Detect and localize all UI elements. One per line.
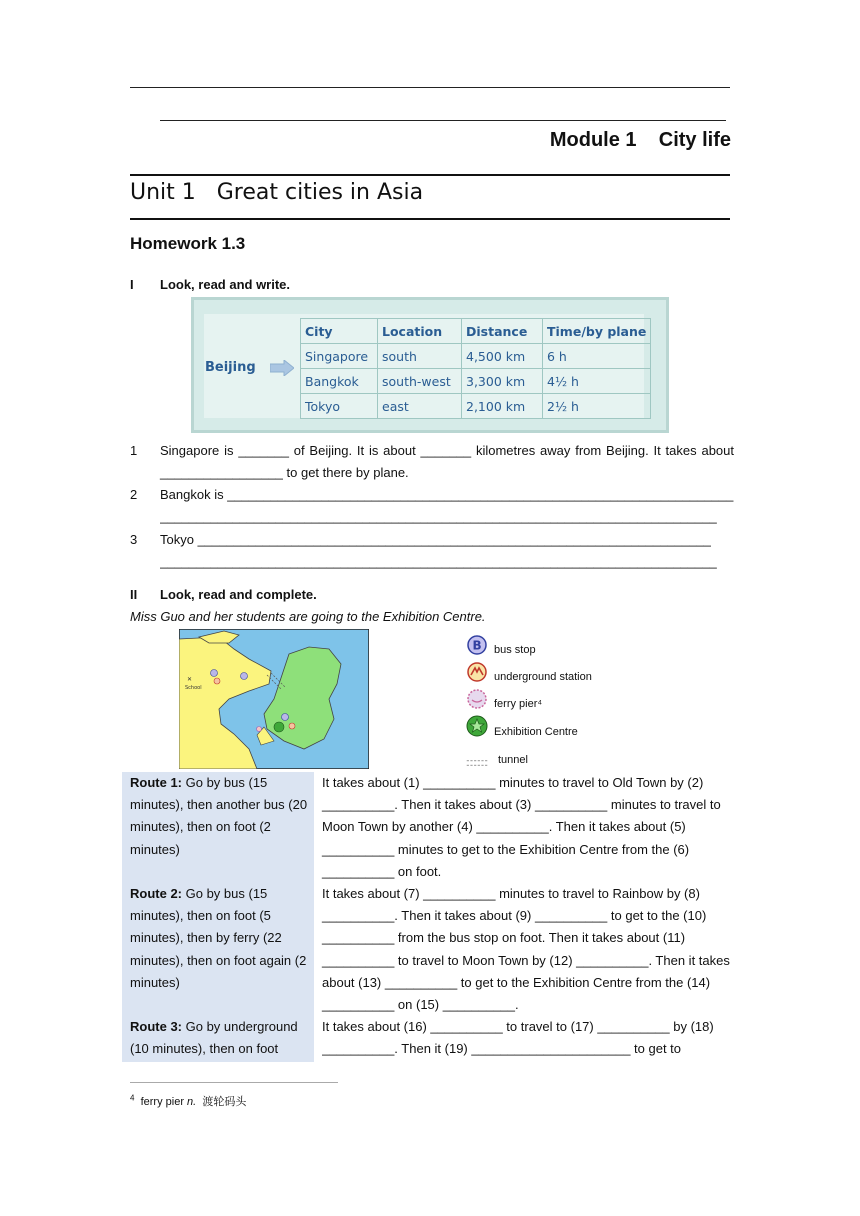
table-cell: Singapore [301, 344, 378, 369]
section-intro: Miss Guo and her students are going to the Exhibition Centre. [130, 609, 486, 624]
route-name: Route 2: [130, 886, 182, 901]
table-header-cell: Time/by plane [543, 319, 651, 344]
footnote [130, 1093, 246, 1109]
question-text: Singapore is _______ of Beijing. It is about _______ kilometres away from Beijing. It takes about _________________ to get there by plane. [160, 443, 734, 480]
table-cell: 6 h [543, 344, 651, 369]
question-2 [130, 484, 734, 528]
legend-label: underground station [494, 671, 592, 683]
question-text: Bangkok is ______________________________________________________________________ [160, 487, 734, 502]
ferry-pier-icon [466, 688, 488, 710]
legend-label: ferry pier⁴ [494, 698, 543, 710]
route-description: Go by bus (15 minutes), then on foot (5 minutes), then by ferry (22 minutes), then on foot again (2 minutes) [130, 886, 307, 990]
module-title: Module 1 City life [549, 129, 731, 151]
origin-city-label: Beijing [205, 360, 256, 375]
table-cell: Bangkok [301, 369, 378, 394]
arrow-icon [270, 360, 294, 376]
route-1-desc [130, 772, 308, 861]
bus-stop-icon [466, 634, 488, 656]
route-3-text: It takes about (16) __________ to travel to (17) __________ by (18) __________. Then it (19) ______________________ to get to [322, 1019, 714, 1057]
route-2-text: It takes about (7) __________ minutes to travel to Rainbow by (8) __________. Then it takes about (9) __________ to get to the (10) __________ from the bus stop on foot. Then it takes about (11) __________ to travel to Moon Town by (12) __________. Then it takes about (13) __________ to get to the Exhibition Centre from the (14) __________ on (15) __________. [322, 886, 730, 1013]
table-cell: 2,100 km [462, 394, 543, 419]
route-1-text: It takes about (1) __________ minutes to travel to Old Town by (2) __________. Then it takes about (3) __________ minutes to travel to Moon Town by another (4) __________. Then it takes about (5) __________ minutes to get to the Exhibition Centre from the (6) __________ on foot. [322, 775, 721, 879]
unit-rule-top [130, 174, 730, 176]
route-description: Go by bus (15 minutes), then another bus (20 minutes), then on foot (2 minutes) [130, 775, 308, 857]
route-name: Route 3: [130, 1019, 182, 1034]
legend-label: Exhibition Centre [494, 726, 578, 738]
route-description: Go by underground (10 minutes), then on foot [130, 1019, 298, 1057]
svg-text:✕: ✕ [187, 676, 193, 683]
table-cell: 3,300 km [462, 369, 543, 394]
table-header-cell: City [301, 319, 378, 344]
route-3-desc [130, 1016, 308, 1060]
table-cell: 4,500 km [462, 344, 543, 369]
route-name: Route 1: [130, 775, 182, 790]
table-cell: 2½ h [543, 394, 651, 419]
table-header-row [301, 319, 651, 344]
question-text: Tokyo _______________________________________________________________________ [160, 532, 711, 547]
question-3 [130, 529, 734, 573]
header-rule-1 [130, 87, 730, 88]
table-row [301, 369, 651, 394]
footnote-meaning: 渡轮码头 [202, 1095, 247, 1108]
section-number: II [130, 587, 138, 602]
city-table [300, 318, 651, 419]
svg-text:B: B [472, 638, 482, 653]
footnote-number: 4 [130, 1093, 135, 1103]
legend-label: bus stop [494, 644, 536, 656]
header-rule-2 [160, 120, 726, 121]
homework-title: Homework 1.3 [130, 234, 246, 253]
table-header-cell: Location [378, 319, 462, 344]
answer-line: _____________________________________________________________________________ [160, 509, 717, 524]
table-cell: south-west [378, 369, 462, 394]
question-number: 1 [130, 443, 138, 458]
footnote-rule [130, 1082, 338, 1083]
tunnel-icon [466, 752, 488, 774]
table-row [301, 394, 651, 419]
section-number: I [130, 277, 134, 292]
table-cell: Tokyo [301, 394, 378, 419]
answer-line: _____________________________________________________________________________ [160, 554, 717, 569]
map-school-label: School [185, 685, 202, 691]
table-cell: east [378, 394, 462, 419]
section-instruction: Look, read and write. [160, 277, 291, 292]
table-cell: 4½ h [543, 369, 651, 394]
route-map [179, 629, 369, 769]
footnote-term: ferry pier [140, 1096, 184, 1108]
underground-station-icon [466, 661, 488, 683]
legend-label: tunnel [498, 754, 528, 766]
question-number: 3 [130, 532, 138, 547]
exhibition-centre-icon [466, 715, 488, 737]
route-2-desc [130, 883, 308, 994]
unit-title: Unit 1 Great cities in Asia [130, 180, 424, 205]
table-cell: south [378, 344, 462, 369]
footnote-pos: n. [187, 1096, 197, 1108]
section-instruction: Look, read and complete. [160, 587, 317, 602]
table-header-cell: Distance [462, 319, 543, 344]
table-row [301, 344, 651, 369]
question-number: 2 [130, 487, 138, 502]
unit-rule-bottom [130, 218, 730, 220]
question-1 [130, 440, 734, 484]
